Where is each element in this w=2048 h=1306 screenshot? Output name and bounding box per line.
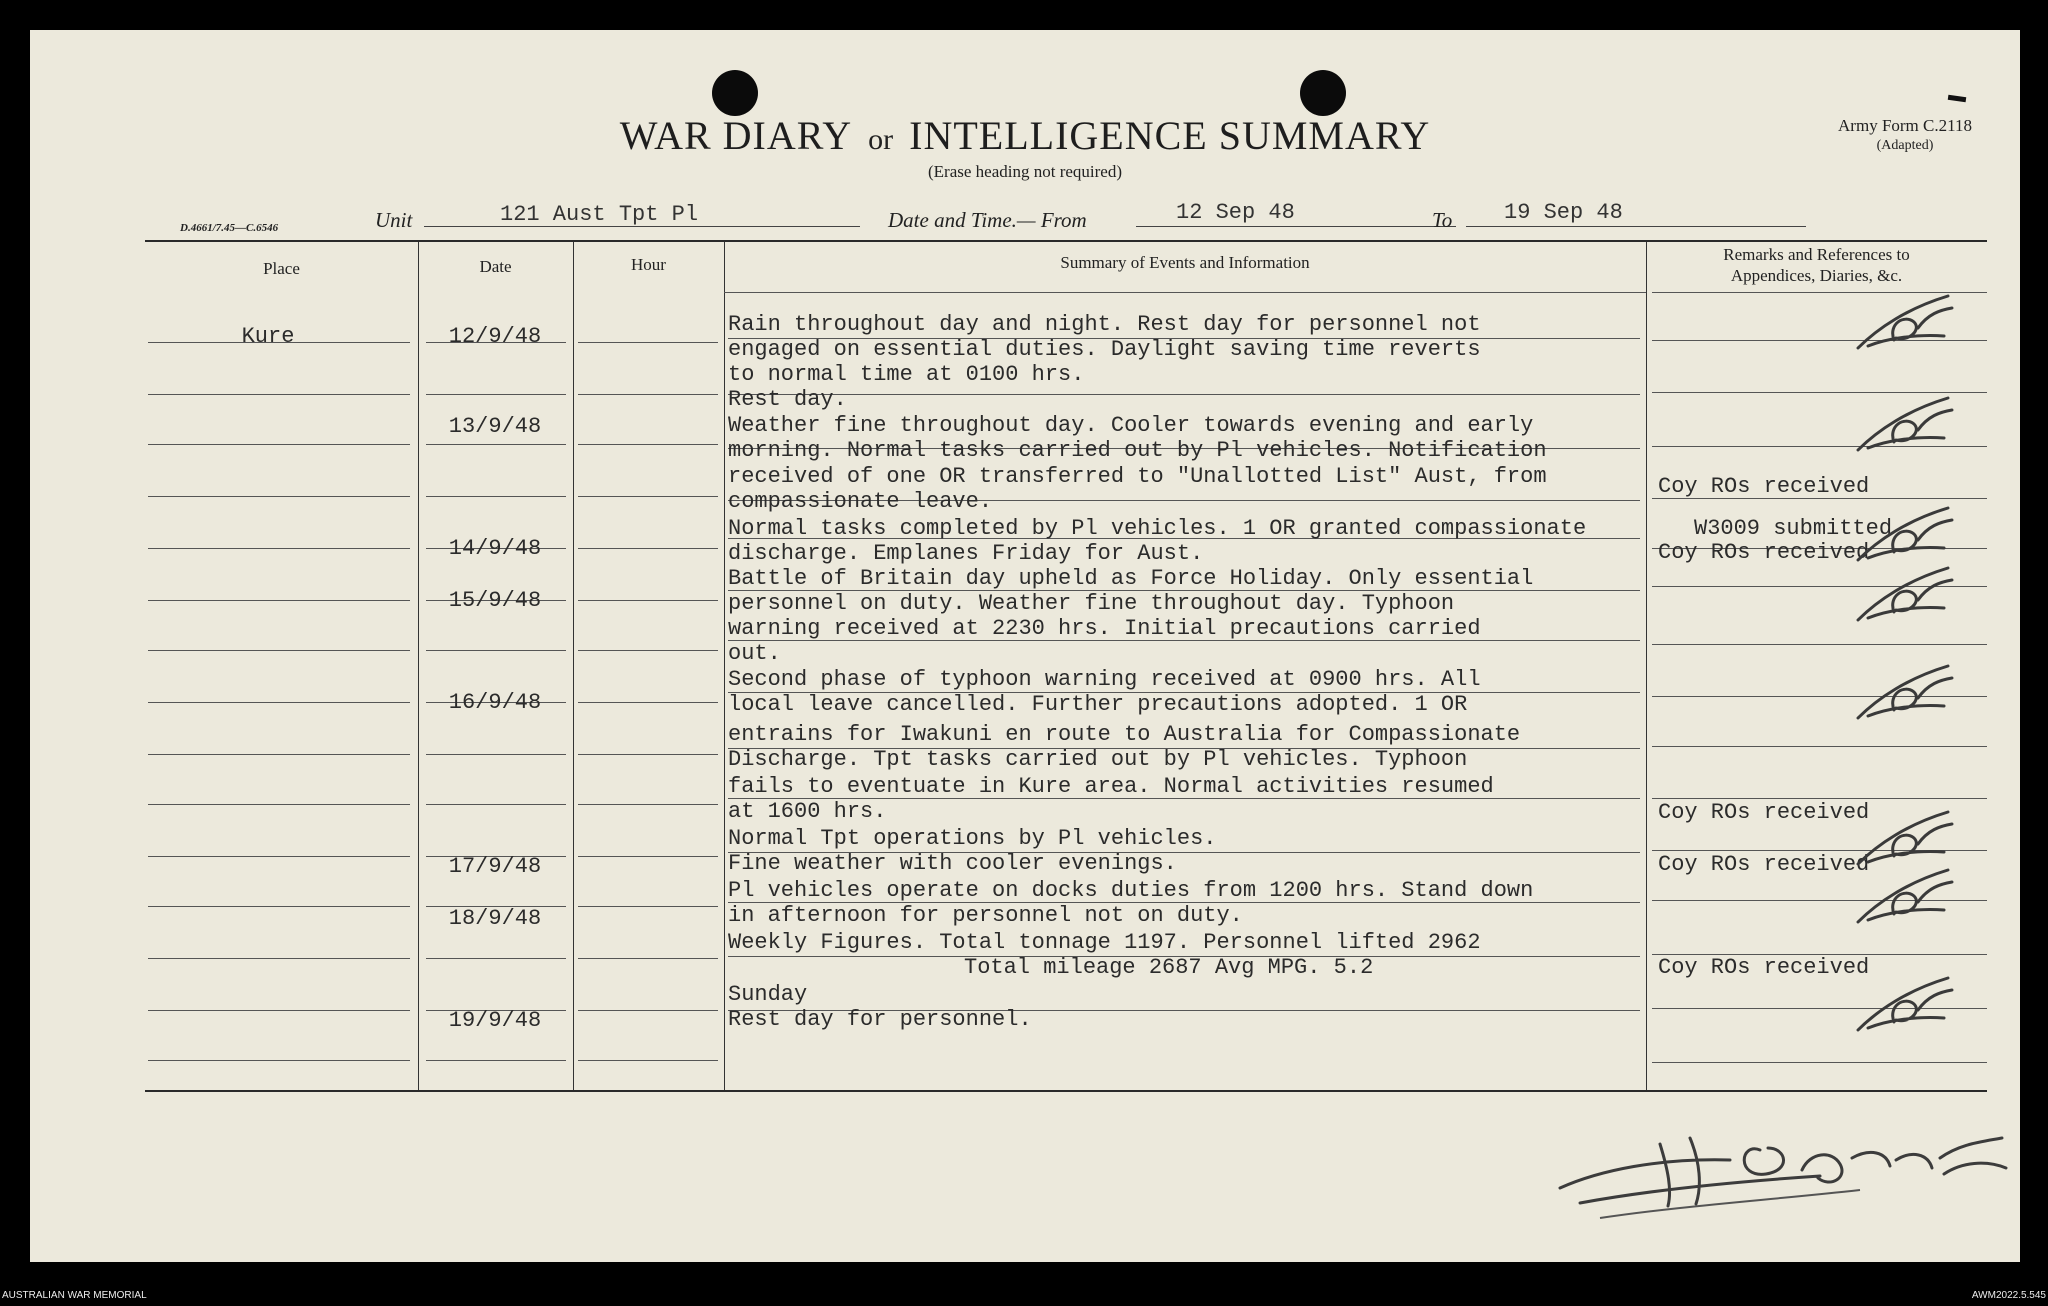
date-entry: 13/9/48 [448,414,542,439]
ruled-line-remarks [1652,1062,1987,1063]
remarks-header-line1: Remarks and References to [1723,245,1910,264]
adapted-label: (Adapted) [1876,138,1934,153]
ruled-line-hour [578,650,718,651]
ruled-line-date [426,804,566,805]
summary-line: to normal time at 0100 hrs. [728,362,1085,387]
ruled-line-hour [578,1010,718,1011]
remark-entry: Coy ROs received [1658,474,1870,499]
ruled-line-place [148,702,410,703]
date-label: Date and Time.— From [888,208,1087,232]
summary-line: Discharge. Tpt tasks carried out by Pl vehicles. Typhoon [728,747,1468,772]
ruled-line-remarks [1652,798,1987,799]
summary-line: Second phase of typhoon warning received at 0900 hrs. All [728,667,1481,692]
summary-line: in afternoon for personnel not on duty. [728,903,1243,928]
summary-line: fails to eventuate in Kure area. Normal activities resumed [728,774,1494,799]
initials-mark [1848,862,1968,932]
date-to-value: 19 Sep 48 [1504,200,1623,225]
date-entry: 12/9/48 [448,324,542,349]
ruled-line-hour [578,342,718,343]
title-or: or [868,123,894,156]
unit-value: 121 Aust Tpt Pl [500,202,699,227]
ruled-line-hour [578,496,718,497]
remark-entry: W3009 submitted [1694,516,1893,541]
ruled-line-summary [728,394,1640,395]
ruled-line-place [148,906,410,907]
ruled-line-date [426,958,566,959]
ruled-line-date [426,444,566,445]
ruled-line-hour [578,856,718,857]
summary-line: received of one OR transferred to "Unallotted List" Aust, from [728,464,1547,489]
form-title [30,112,2020,159]
date-entry: 16/9/48 [448,690,542,715]
ruled-line-place [148,496,410,497]
summary-line: Rain throughout day and night. Rest day for personnel not [728,312,1481,337]
col-header-summary: Summary of Events and Information [1060,253,1310,272]
summary-line: Weekly Figures. Total tonnage 1197. Personnel lifted 2962 [728,930,1481,955]
remarks-header-line2: Appendices, Diaries, &c. [1730,266,1903,285]
unit-label: Unit [375,208,413,232]
summary-line: Fine weather with cooler evenings. [728,851,1177,876]
summary-line: Normal tasks completed by Pl vehicles. 1 OR granted compassionate [728,516,1587,541]
summary-line: local leave cancelled. Further precautions adopted. 1 OR [728,692,1468,717]
initials-mark [1848,970,1968,1040]
ruled-line-place [148,754,410,755]
officer-signature [1540,1078,2010,1228]
date-entry: 18/9/48 [448,906,542,931]
summary-line: Normal Tpt operations by Pl vehicles. [728,826,1217,851]
summary-line: out. [728,641,781,666]
ruled-line-place [148,958,410,959]
summary-line: Total mileage 2687 Avg MPG. 5.2 [964,955,1374,980]
initials-mark [1848,390,1968,460]
ruled-line-date [426,754,566,755]
summary-line: Weather fine throughout day. Cooler towards evening and early [728,413,1534,438]
punch-hole-right [1300,70,1346,116]
ruled-line-remarks [1652,644,1987,645]
footer-left: AUSTRALIAN WAR MEMORIAL [2,1290,147,1301]
title-intelligence-summary: INTELLIGENCE SUMMARY [909,113,1431,158]
punch-hole-left [712,70,758,116]
ruled-line-hour [578,804,718,805]
summary-line: entrains for Iwakuni en route to Australia for Compassionate [728,722,1521,747]
ruled-line-date [426,394,566,395]
table-top-rule [145,240,1987,242]
date-entry: 14/9/48 [448,536,542,561]
title-war-diary: WAR DIARY [619,113,853,158]
initials-mark [1848,658,1968,728]
summary-line: morning. Normal tasks carried out by Pl vehicles. Notification [728,438,1547,463]
army-form-label: Army Form C.2118 [1838,116,1972,135]
ruled-line-hour [578,444,718,445]
summary-line: Rest day for personnel. [728,1007,1032,1032]
initials-mark [1848,560,1968,630]
ruled-line-place [148,394,410,395]
summary-line: warning received at 2230 hrs. Initial precautions carried [728,616,1481,641]
summary-line: discharge. Emplanes Friday for Aust. [728,541,1204,566]
diary-sheet [30,30,2020,1262]
summary-line: Rest day. [728,387,847,412]
col-divider-4 [1646,242,1647,1090]
summary-line: Battle of Britain day upheld as Force Holiday. Only essential [728,566,1534,591]
col-divider-2 [573,242,574,1090]
ruled-line-place [148,1060,410,1061]
date-entry: 15/9/48 [448,588,542,613]
date-entry: 17/9/48 [448,854,542,879]
ruled-line-place [148,856,410,857]
ruled-line-hour [578,958,718,959]
ruled-line-hour [578,548,718,549]
col-header-hour: Hour [631,255,666,274]
date-from-underline [1136,226,1456,227]
initials-mark [1848,288,1968,358]
summary-line: at 1600 hrs. [728,799,887,824]
ruled-line-place [148,548,410,549]
ruled-line-date [426,1060,566,1061]
col-header-remarks [1646,244,1987,286]
footer-right: AWM2022.5.545 [1971,1290,2046,1301]
ruled-line-hour [578,600,718,601]
ruled-line-place [148,444,410,445]
date-from-value: 12 Sep 48 [1176,200,1295,225]
col-header-place: Place [263,259,300,278]
ruled-line-date [426,496,566,497]
ruled-line-place [148,600,410,601]
to-label: To [1432,208,1453,232]
remark-entry: Coy ROs received [1658,852,1870,877]
ruled-line-place [148,804,410,805]
form-subtitle: (Erase heading not required) [928,162,1122,181]
ruled-line-hour [578,702,718,703]
summary-line: Sunday [728,982,808,1007]
summary-line: engaged on essential duties. Daylight saving time reverts [728,337,1481,362]
army-form-number [1838,116,1972,156]
summary-line: personnel on duty. Weather fine throughout day. Typhoon [728,591,1455,616]
remark-entry: Coy ROs received [1658,955,1870,980]
ruled-line-remarks [1652,746,1987,747]
col-divider-1 [418,242,419,1090]
ruled-line-date [426,650,566,651]
ink-mark [1948,95,1967,102]
col-divider-3 [724,242,725,1090]
ruled-line-place [148,650,410,651]
place-kure: Kure [241,324,295,349]
col-header-date: Date [479,257,512,276]
ruled-line-hour [578,394,718,395]
ruled-line-place [148,1010,410,1011]
summary-line: compassionate leave. [728,489,993,514]
ruled-line-hour [578,754,718,755]
remark-entry: Coy ROs received [1658,800,1870,825]
date-to-underline [1466,226,1806,227]
summary-line: Pl vehicles operate on docks duties from 1200 hrs. Stand down [728,878,1534,903]
remark-entry: Coy ROs received [1658,540,1870,565]
date-entry: 19/9/48 [448,1008,542,1033]
ruled-line-hour [578,906,718,907]
ruled-line-hour [578,1060,718,1061]
print-code: D.4661/7.45—C.6546 [180,222,279,234]
header-underline [724,292,1646,293]
